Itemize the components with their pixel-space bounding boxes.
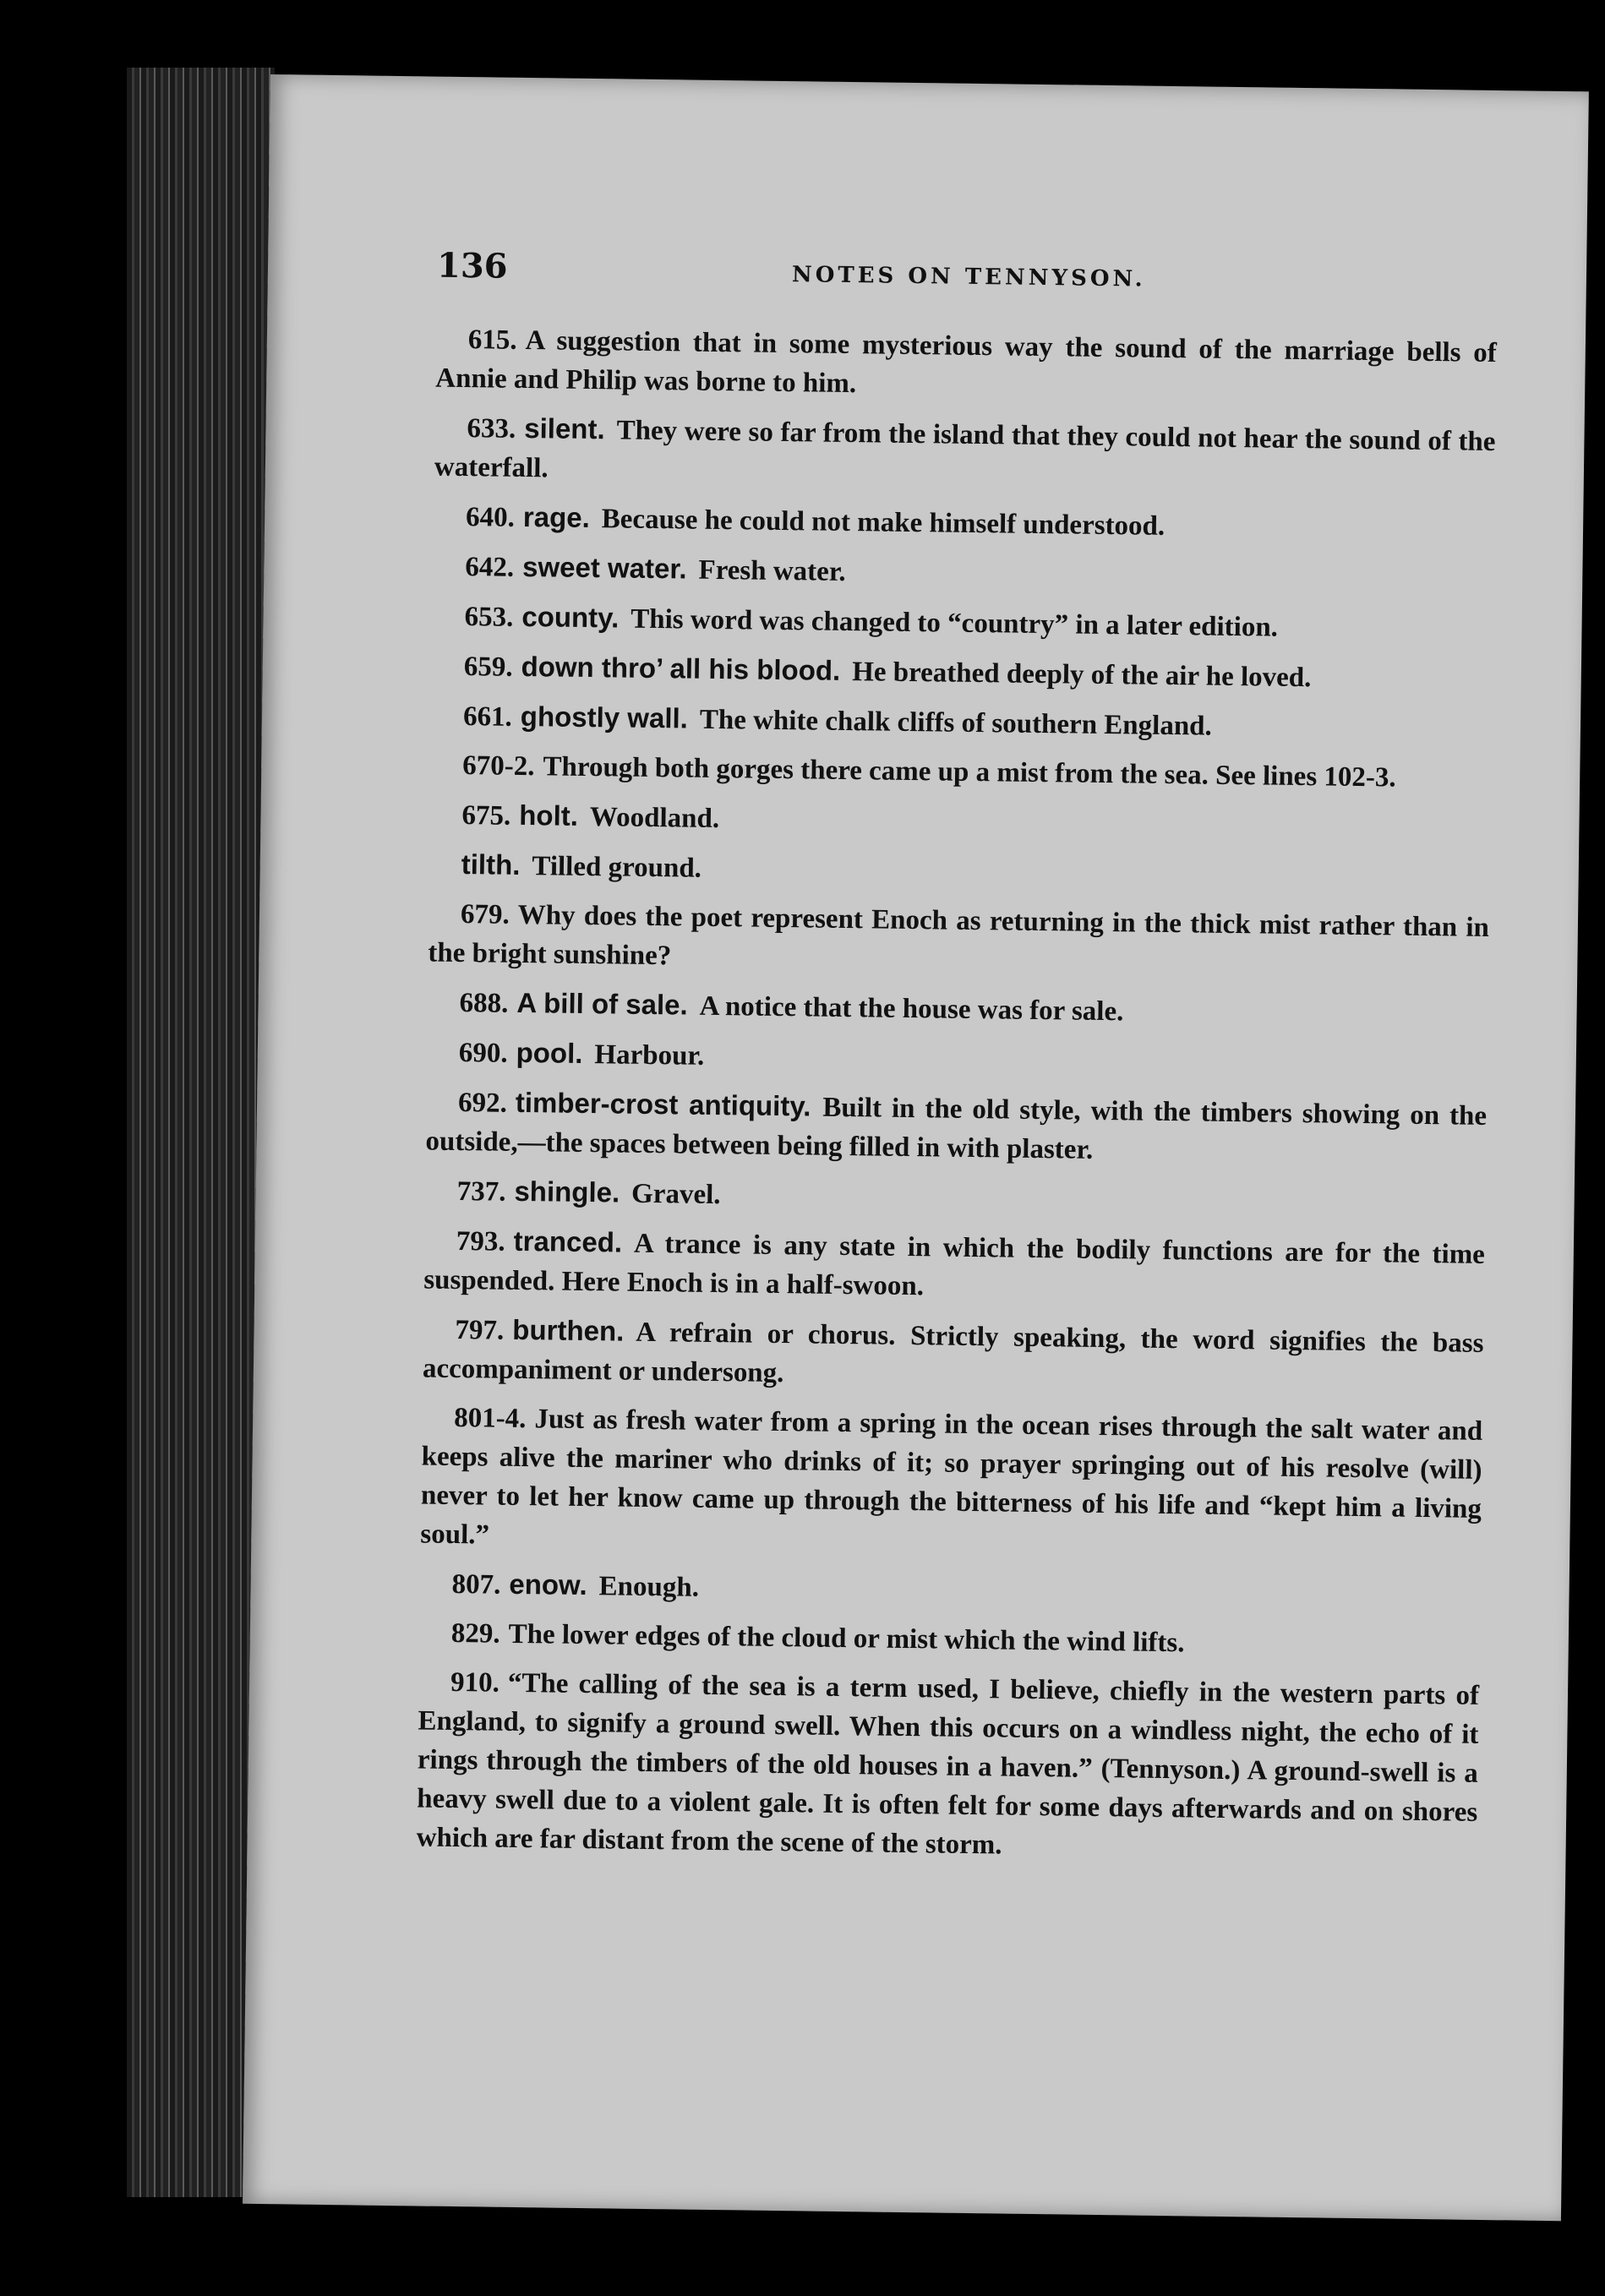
line-reference: 793. <box>456 1225 505 1257</box>
line-reference: 797. <box>455 1314 505 1346</box>
line-reference: 679. <box>460 899 510 930</box>
notes-list <box>416 320 1497 1871</box>
line-reference: 829. <box>450 1617 500 1650</box>
line-reference: 640. <box>465 502 516 533</box>
note-text: The lower edges of the cloud or mist which the wind lifts. <box>508 1618 1185 1659</box>
note-entry <box>433 547 1494 600</box>
note-text: “The calling of the sea is a term used, I believe, chiefly in the western parts of England, to signify a ground swell. When this occurs on a windless night, the echo of it rings through the timbers of the old houses in a haven.” (Tennyson.) A ground-swell is a heavy swell due to a violent gale. It is often felt for some days afterwards and on shores which are far distant from the scene of the storm. <box>416 1667 1480 1861</box>
glossed-term: burthen. <box>512 1313 625 1347</box>
glossed-term: A bill of sale. <box>516 986 688 1021</box>
note-entry <box>424 1171 1486 1224</box>
glossed-term: rage. <box>522 500 591 533</box>
line-reference: 633. <box>467 413 516 444</box>
line-reference: 910. <box>450 1666 500 1699</box>
note-entry <box>419 1613 1480 1666</box>
line-reference: 615. <box>467 324 517 356</box>
note-entry <box>419 1563 1481 1617</box>
note-entry <box>432 646 1493 700</box>
page-header <box>436 246 1498 319</box>
note-entry <box>425 1083 1487 1175</box>
note-text: Woodland. <box>589 802 720 835</box>
note-text: Tilled ground. <box>532 851 702 884</box>
note-entry <box>428 895 1489 986</box>
line-reference: 661. <box>462 701 513 733</box>
glossed-term: holt. <box>519 799 579 832</box>
note-text: This word was changed to “country” in a later edition. <box>631 603 1279 643</box>
note-entry <box>431 696 1493 750</box>
line-reference: 690. <box>458 1038 508 1069</box>
note-text: Through both gorges there came up a mist from the sea. See lines 102-3. <box>543 751 1396 794</box>
line-reference: 653. <box>464 602 514 633</box>
glossed-term: pool. <box>516 1036 583 1069</box>
note-text: Because he could not make himself understood. <box>601 504 1166 542</box>
note-entry <box>423 1309 1484 1401</box>
page-content <box>416 246 1498 1881</box>
note-entry <box>434 408 1496 500</box>
line-reference: 642. <box>465 552 515 583</box>
note-text: He breathed deeply of the air he loved. <box>851 657 1312 694</box>
note-text: The white chalk cliffs of southern England. <box>699 704 1213 742</box>
glossed-term: timber-crost antiquity. <box>515 1086 811 1122</box>
page-number: 136 <box>436 245 508 286</box>
line-reference: 659. <box>463 652 513 683</box>
glossed-term: county. <box>521 600 620 634</box>
note-entry <box>420 1398 1482 1567</box>
note-text: Harbour. <box>594 1039 705 1072</box>
note-text: A refrain or chorus. Strictly speaking, the word signifies the bass accompaniment or undersong. <box>422 1317 1484 1389</box>
line-reference: 670-2. <box>462 750 535 783</box>
note-entry <box>423 1221 1485 1313</box>
note-text: They were so far from the island that they could not hear the sound of the waterfall. <box>434 415 1496 484</box>
glossed-term: ghostly wall. <box>520 700 689 734</box>
line-reference: 675. <box>461 800 511 832</box>
glossed-term: sweet water. <box>521 550 687 585</box>
line-reference: 737. <box>456 1176 506 1208</box>
book-page <box>243 74 1589 2221</box>
note-text: Fresh water. <box>698 554 846 587</box>
glossed-term: tilth. <box>461 848 521 881</box>
glossed-term: tranced. <box>513 1224 623 1258</box>
glossed-term: enow. <box>509 1568 587 1601</box>
line-reference: 692. <box>457 1088 508 1119</box>
note-entry <box>435 320 1497 412</box>
note-text: Enough. <box>598 1571 700 1603</box>
note-entry <box>429 795 1491 848</box>
note-text: Gravel. <box>631 1178 721 1211</box>
note-entry <box>434 497 1495 550</box>
note-entry <box>430 746 1491 799</box>
note-entry <box>429 845 1490 898</box>
note-entry <box>432 597 1493 650</box>
note-entry <box>427 1033 1488 1086</box>
note-text: A suggestion that in some mysterious way the sound of the marriage bells of Annie and Philip was borne to him. <box>435 324 1498 400</box>
note-text: Built in the old style, with the timbers showing on the outside,—the spaces between being filled in with plaster. <box>425 1092 1488 1165</box>
running-title: NOTES ON TENNYSON. <box>791 262 1146 292</box>
note-text: A trance is any state in which the bodily functions are for the time suspended. Here Enoch is in a half-swoon. <box>423 1228 1486 1302</box>
glossed-term: silent. <box>524 412 605 445</box>
note-entry <box>416 1662 1479 1870</box>
glossed-term: down thro’ all his blood. <box>521 650 841 686</box>
line-reference: 801-4. <box>453 1402 527 1435</box>
note-text: A notice that the house was for sale. <box>699 990 1124 1028</box>
note-text: Why does the poet represent Enoch as returning in the thick mist rather than in the bright sunshine? <box>428 899 1490 972</box>
note-entry <box>427 983 1488 1036</box>
line-reference: 807. <box>451 1568 501 1601</box>
note-text: Just as fresh water from a spring in the ocean rises through the salt water and keeps alive the mariner who drinks of it; so prayer springing out of his resolve (will) never to let her know came up through the bitterness of his life and “kept him a living soul.” <box>420 1404 1483 1551</box>
line-reference: 688. <box>459 988 509 1019</box>
glossed-term: shingle. <box>514 1175 620 1208</box>
